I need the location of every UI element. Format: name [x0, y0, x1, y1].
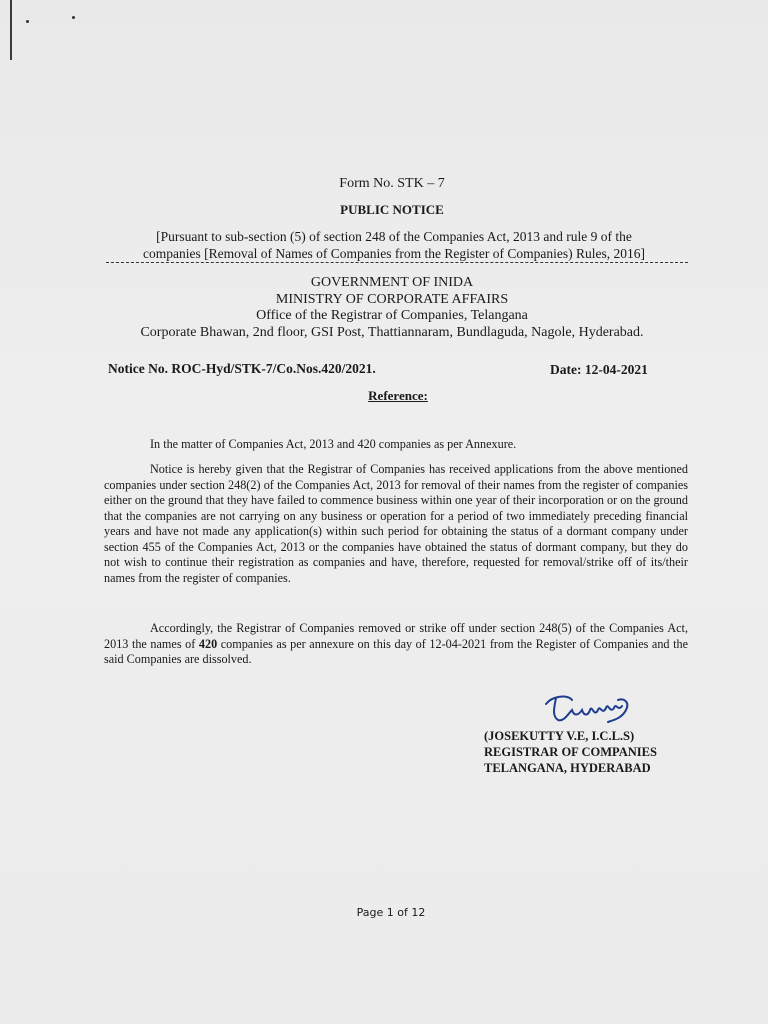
- address-line: Corporate Bhawan, 2nd floor, GSI Post, Thattiannaram, Bundlaguda, Nagole, Hyderabad.: [140, 324, 644, 340]
- signature-icon: [538, 690, 648, 730]
- pursuant-line-1: [Pursuant to sub-section (5) of section 248 of the Companies Act, 2013 and rule 9 of the: [156, 229, 632, 244]
- office-address-block: [8, 275, 768, 341]
- para3-text-before: Accordingly, the Registrar of Companies removed or strike off under section 248(5) of the Companies Act, 2013 the names of: [104, 621, 688, 651]
- pursuant-line-2: companies [Removal of Names of Companies from the Register of Companies) Rules, 2016]: [142, 246, 646, 261]
- notice-date: Date: 12-04-2021: [550, 362, 648, 377]
- dashed-divider: [106, 262, 688, 263]
- ministry-line: MINISTRY OF CORPORATE AFFAIRS: [275, 291, 509, 307]
- pursuant-clause: [10, 228, 768, 262]
- reference-heading: Reference:: [368, 388, 428, 403]
- paragraph-accordingly: [104, 621, 688, 668]
- signatory-location: TELANGANA, HYDERABAD: [484, 761, 651, 775]
- company-count: 420: [198, 636, 218, 651]
- signatory-block: [484, 728, 657, 776]
- public-notice-title: PUBLIC NOTICE: [340, 202, 444, 217]
- signatory-title: REGISTRAR OF COMPANIES: [484, 745, 657, 759]
- scan-edge: [10, 0, 12, 60]
- government-line: GOVERNMENT OF INIDA: [310, 275, 474, 290]
- paragraph-matter: In the matter of Companies Act, 2013 and 420 companies as per Annexure.: [150, 437, 517, 451]
- notice-number: Notice No. ROC-Hyd/STK-7/Co.Nos.420/2021.: [108, 361, 376, 376]
- registrar-office-line: Office of the Registrar of Companies, Telangana: [256, 308, 528, 323]
- para3-text-after: companies as per annexure on this day of 12-04-2021 from the Register of Companies and the said Companies are dissolved.: [104, 636, 688, 666]
- form-number: Form No. STK – 7: [339, 176, 445, 191]
- scan-speck: [72, 16, 75, 19]
- page-number: Page 1 of 12: [356, 906, 426, 919]
- scan-speck: [26, 20, 29, 23]
- paragraph-notice: Notice is hereby given that the Registrar of Companies has received applications from the above mentioned companies under section 248(2) of the Companies Act, 2013 for removal of their names from the register of companies either on the ground that they have failed to commence business within one year of their incorporation or on the ground that the companies are not carrying on any business or operation for a period of two immediately preceding financial years and have not made any application(s) within such period for obtaining the status of a dormant company under section 455 of the Companies Act, 2013 or the companies have obtained the status of dormant company, but they do not wish to continue their registration as companies and have, therefore, requested for removal/strike off of its/their names from the register of companies.: [104, 462, 688, 585]
- signatory-name: (JOSEKUTTY V.E, I.C.L.S): [484, 729, 635, 743]
